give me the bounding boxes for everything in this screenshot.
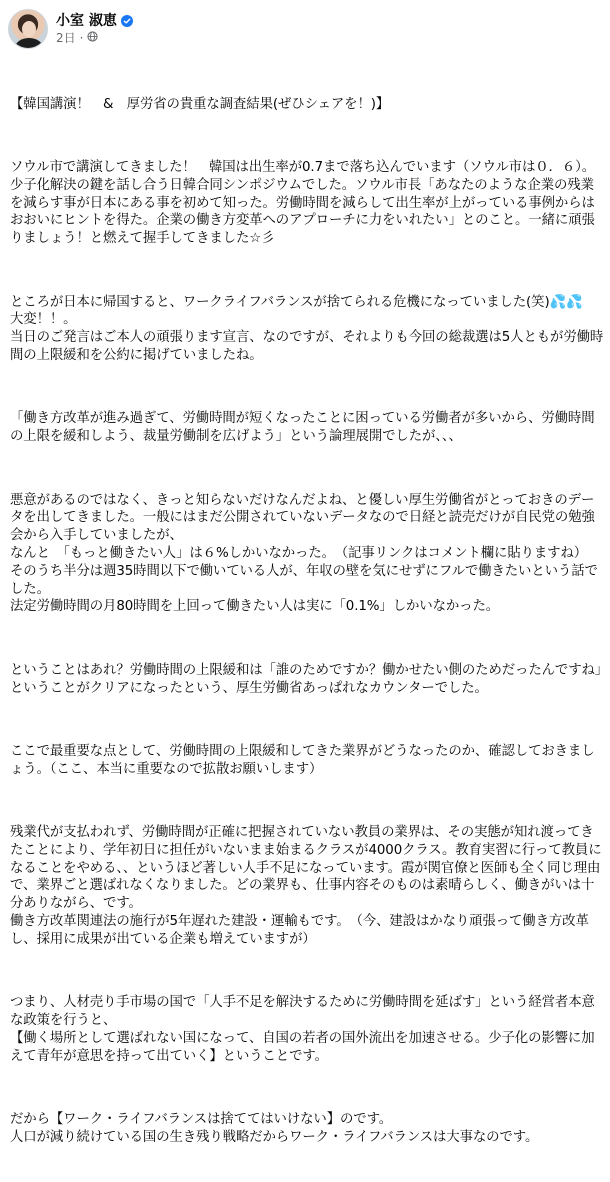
- post-paragraph: 悪意があるのではなく、きっと知らないだけなんだよね、と優しい厚生労働省がとっておきのデータを出してきました。一般にはまだ公開されていないデータなので日経と読売だけが自民党の勉強会から入手していましたが、 なんと 「もっと働きたい人」は６%しかいなかった。 （記事リンクはコメント欄に貼りますね） そのうち半分は週35時間以下で働いている人が、年収の壁を気にせずにフルで働きたいという話でした。 法定労働時間の月80時間を上回って働きたい人は実に「0.1%」しかいなかった。: [10, 492, 598, 615]
- post-paragraph: 残業代が支払われず、労働時間が正確に把握されていない教員の業界は、その実態が知れ渡ってきたことにより、学年初日に担任がいないまま始まるクラスが4000クラス。教育実習に行って教員になることをやめる、、というほど著しい人手不足になっています。霞が関官僚と医師も全く同じ理由で、業界ごと選ばれなくなりました。どの業界も、仕事内容そのものは素晴らしく、働きがいは十分ありながら、です。 働き方改革関連法の施行が5年遅れた建設・運輸もです。 （今、建設はかなり頑張って働き方改革し、採用に成果が出ている企業も増えていますが）: [10, 825, 602, 947]
- post-body: [10, 60, 604, 1182]
- post-meta: [56, 12, 133, 46]
- author-name[interactable]: 小室 淑恵: [56, 13, 117, 29]
- author-row: [56, 12, 133, 30]
- post-timestamp[interactable]: 2日: [56, 31, 76, 45]
- post-paragraph-title: 【韓国講演！ & 厚労省の貴重な調査結果(ぜひシェアを！)】: [10, 96, 390, 112]
- post-paragraph: ところが日本に帰国すると、ワークライフバランスが捨てられる危機になっていました(笑)💦💦 大変！！。 当日のご発言はご本人の頑張ります宣言、なのですが、それよりも今回の総裁選は5人ともが労働時間の上限緩和を公約に掲げていましたね。: [10, 294, 604, 363]
- post-paragraph: ここで最重要な点として、労働時間の上限緩和してきた業界がどうなったのか、確認しておきましょう。（ここ、本当に重要なので拡散お願いします）: [10, 743, 595, 777]
- globe-icon: [87, 30, 98, 46]
- post-paragraph: つまり、人材売り手市場の国で「人手不足を解決するために労働時間を延ばす」という経営者本意な政策を行うと、 【働く場所として選ばれない国になって、自国の若者の国外流出を加速させる。少子化の影響に加えて青年が意思を持って出ていく】ということです。: [10, 995, 595, 1064]
- avatar[interactable]: [8, 9, 48, 49]
- verified-check-icon: [121, 15, 133, 27]
- post-paragraph: ソウル市で講演してきました！ 韓国は出生率が0.7まで落ち込んでいます（ソウル市は０．６）。少子化解決の鍵を話し合う日韓合同シンポジウムでした。ソウル市長「あなたのような企業の残業を減らす事が日本にある事を初めて知った。労働時間を減らして出生率が上がっている事例からはおおいにヒントを得た。企業の働き方変革へのアプローチに力をいれたい」とのこと。一緒に頑張りましょう！と燃えて握手してきました☆彡: [10, 159, 595, 247]
- separator-dot: ·: [79, 31, 84, 45]
- post-paragraph: 「働き方改革が進み過ぎて、労働時間が短くなったことに困っている労働者が多いから、労働時間の上限を緩和しよう、裁量労働制を広げよう」という論理展開でしたが、、、: [10, 411, 595, 445]
- post-paragraph: ということはあれ？労働時間の上限緩和は「誰のためですか？働かせたい側のためだったんですね」ということがクリアになったという、厚生労働省あっぱれなカウンターでした。: [10, 662, 602, 696]
- post-header: [8, 8, 133, 50]
- post-subline: [56, 30, 133, 46]
- post-paragraph: だから【ワーク・ライフバランスは捨ててはいけない】のです。 人口が減り続けている国の生き残り戦略だからワーク・ライフバランスは大事なのです。: [10, 1112, 539, 1145]
